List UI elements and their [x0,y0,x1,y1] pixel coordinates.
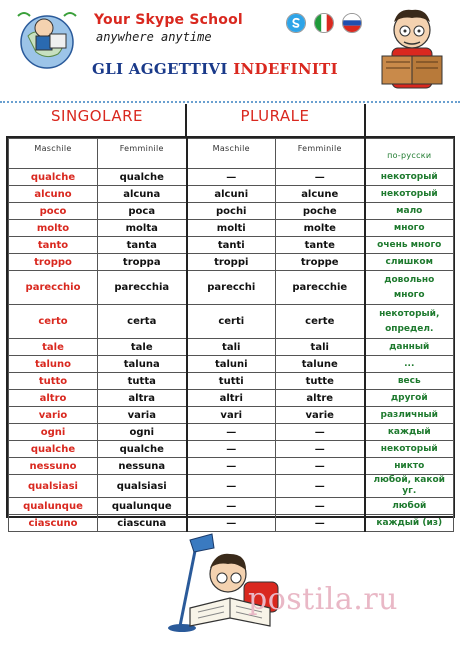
cell-fem-singular: taluna [98,356,187,373]
cell-masc-singular: poco [9,203,98,220]
cell-fem-plural: tutte [276,373,365,390]
cell-masc-plural: — [187,515,276,532]
table-row [9,373,454,390]
cell-masc-plural: vari [187,407,276,424]
page-title-part1: GLI AGGETTIVI [92,60,228,78]
cell-fem-singular: tanta [98,237,187,254]
page-title [92,60,338,78]
cell-fem-singular: parecchia [98,271,187,305]
group-header-plural: PLURALE [240,107,310,125]
cell-fem-plural: alcune [276,186,365,203]
cell-fem-singular: qualche [98,441,187,458]
cell-russian: другой [365,390,454,407]
header-divider [185,104,187,136]
table-row [9,390,454,407]
cell-fem-singular: qualsiasi [98,475,187,498]
cell-masc-singular: qualunque [9,498,98,515]
table-row [9,424,454,441]
table-row [9,458,454,475]
cell-fem-singular: qualche [98,169,187,186]
table-header-row [9,139,454,169]
table-row [9,339,454,356]
cell-masc-singular: taluno [9,356,98,373]
cell-masc-singular: certo [9,305,98,339]
cell-russian: довольно много [365,271,454,305]
cell-fem-plural: parecchie [276,271,365,305]
cell-masc-singular: vario [9,407,98,424]
table-row [9,169,454,186]
cell-fem-plural: altre [276,390,365,407]
cell-fem-plural: troppe [276,254,365,271]
language-flags [286,12,362,34]
cell-masc-singular: nessuno [9,458,98,475]
cell-masc-plural: altri [187,390,276,407]
cell-masc-plural: taluni [187,356,276,373]
cell-fem-plural: — [276,424,365,441]
cell-masc-plural: — [187,441,276,458]
cell-russian: слишком [365,254,454,271]
cell-fem-plural: varie [276,407,365,424]
cell-masc-plural: — [187,458,276,475]
cell-fem-singular: varia [98,407,187,424]
cell-fem-singular: nessuna [98,458,187,475]
table-row [9,237,454,254]
cell-russian: некоторый [365,186,454,203]
cell-masc-singular: qualche [9,169,98,186]
cell-masc-singular: molto [9,220,98,237]
page-title-part2: INDEFINITI [233,60,338,78]
cell-masc-singular: ogni [9,424,98,441]
cell-russian: различный [365,407,454,424]
cell-fem-plural: tali [276,339,365,356]
cell-fem-singular: tale [98,339,187,356]
globe-student-logo-icon [14,6,80,72]
cell-fem-plural: — [276,441,365,458]
cell-fem-singular: alcuna [98,186,187,203]
cell-masc-singular: altro [9,390,98,407]
cell-masc-plural: troppi [187,254,276,271]
cell-russian: ... [365,356,454,373]
table-row [9,498,454,515]
cell-russian: каждый [365,424,454,441]
table-row [9,441,454,458]
cell-russian: каждый (из) [365,515,454,532]
table-row [9,305,454,339]
cell-russian: любой, какой уг. [365,475,454,498]
cell-masc-singular: ciascuno [9,515,98,532]
cell-masc-singular: parecchio [9,271,98,305]
cell-russian: очень много [365,237,454,254]
school-name: Your Skype School [94,12,243,28]
cell-masc-plural: — [187,169,276,186]
cell-masc-singular: qualsiasi [9,475,98,498]
table-row [9,475,454,498]
cell-masc-plural: tali [187,339,276,356]
column-header: Maschile [9,139,98,169]
cell-masc-singular: alcuno [9,186,98,203]
cell-fem-plural: talune [276,356,365,373]
cell-masc-singular: qualche [9,441,98,458]
cell-fem-singular: altra [98,390,187,407]
school-tagline: anywhere anytime [96,30,212,44]
cell-fem-singular: certa [98,305,187,339]
cell-fem-plural: poche [276,203,365,220]
cell-masc-singular: tale [9,339,98,356]
table-row [9,271,454,305]
cell-fem-singular: troppa [98,254,187,271]
cell-masc-plural: — [187,475,276,498]
cell-masc-plural: certi [187,305,276,339]
table-row [9,254,454,271]
column-header: Femminile [98,139,187,169]
cell-masc-singular: tutto [9,373,98,390]
cell-masc-singular: tanto [9,237,98,254]
cell-russian: много [365,220,454,237]
cell-russian: мало [365,203,454,220]
table-row [9,407,454,424]
cell-russian: некоторый, определ. [365,305,454,339]
cell-fem-singular: qualunque [98,498,187,515]
cell-russian: любой [365,498,454,515]
cell-masc-plural: molti [187,220,276,237]
cell-fem-plural: certe [276,305,365,339]
watermark: postila.ru [248,582,398,617]
cell-russian: никто [365,458,454,475]
cell-masc-plural: tutti [187,373,276,390]
table-row [9,203,454,220]
cell-russian: некоторый [365,169,454,186]
cartoon-reader-icon [368,4,456,104]
cell-russian: данный [365,339,454,356]
table-body [9,169,454,532]
cell-masc-singular: troppo [9,254,98,271]
cell-fem-plural: — [276,515,365,532]
group-header-singular: SINGOLARE [51,107,143,125]
table-row [9,186,454,203]
cell-fem-plural: — [276,458,365,475]
russia-flag-icon[interactable] [342,13,362,33]
cell-fem-plural: — [276,498,365,515]
cell-fem-plural: — [276,169,365,186]
header-divider [364,104,366,136]
cell-masc-plural: — [187,498,276,515]
cell-russian: весь [365,373,454,390]
column-header: Maschile [187,139,276,169]
cell-masc-plural: — [187,424,276,441]
cell-fem-singular: poca [98,203,187,220]
adjectives-table [6,136,455,529]
column-header: по-русски [365,139,454,169]
cell-masc-plural: tanti [187,237,276,254]
table-row [9,220,454,237]
cell-fem-plural: — [276,475,365,498]
skype-icon[interactable] [286,13,306,33]
cell-fem-plural: tante [276,237,365,254]
cell-fem-singular: molta [98,220,187,237]
header [0,0,460,100]
cell-masc-plural: parecchi [187,271,276,305]
cell-masc-plural: pochi [187,203,276,220]
column-header: Femminile [276,139,365,169]
cell-fem-singular: ciascuna [98,515,187,532]
dotted-separator [0,101,460,103]
cell-fem-singular: ogni [98,424,187,441]
table-row [9,356,454,373]
cell-masc-plural: alcuni [187,186,276,203]
cell-fem-plural: molte [276,220,365,237]
cell-russian: некоторый [365,441,454,458]
cell-fem-singular: tutta [98,373,187,390]
italy-flag-icon[interactable] [314,13,334,33]
